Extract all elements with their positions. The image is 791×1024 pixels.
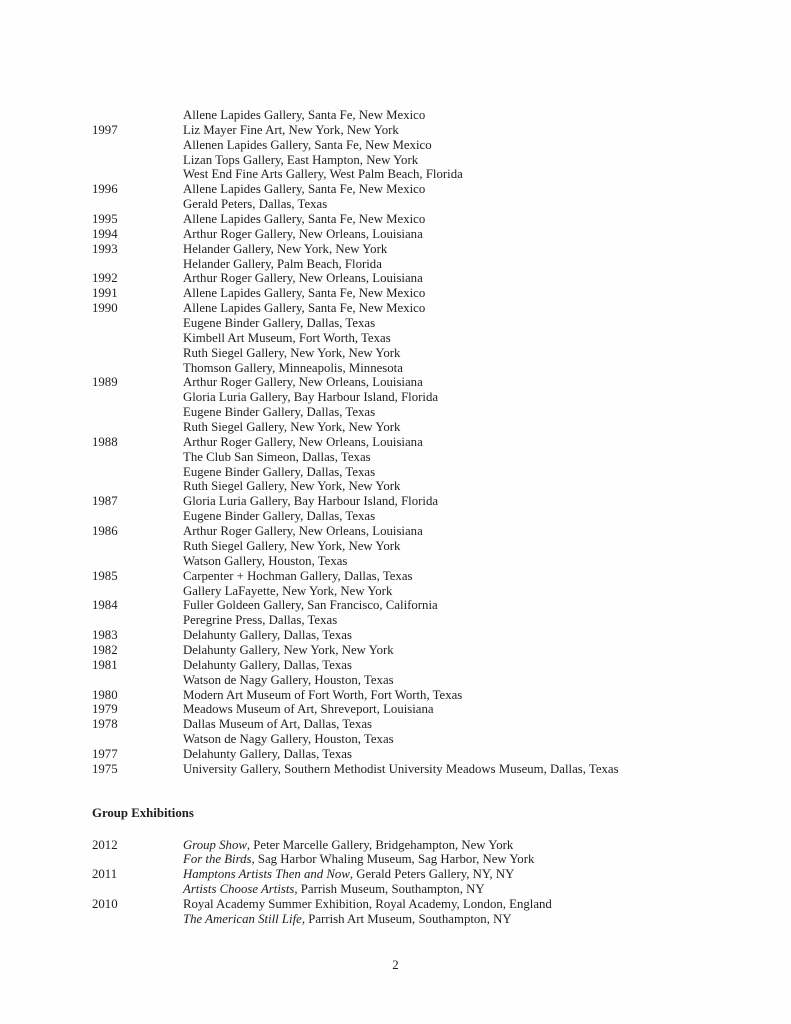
exhibition-venue: Sag Harbor Whaling Museum, Sag Harbor, New York: [254, 852, 535, 867]
group-exhibition-row: [92, 867, 751, 882]
exhibition-venue: Allene Lapides Gallery, Santa Fe, New Mexico: [183, 182, 426, 197]
exhibition-year: 1981: [92, 657, 118, 672]
exhibition-row: [92, 197, 751, 212]
group-exhibition-row: [92, 882, 751, 897]
exhibition-row: [92, 613, 751, 628]
exhibition-venue: Eugene Binder Gallery, Dallas, Texas: [183, 464, 376, 479]
exhibition-year: 2012: [92, 837, 118, 852]
exhibition-venue: Helander Gallery, Palm Beach, Florida: [183, 256, 382, 271]
exhibition-year: 1987: [92, 494, 118, 509]
exhibition-year: 1995: [92, 212, 118, 227]
exhibition-venue: Delahunty Gallery, Dallas, Texas: [183, 746, 352, 761]
exhibition-row: [92, 405, 751, 420]
exhibition-year: 1991: [92, 286, 118, 301]
exhibition-row: [92, 673, 751, 688]
exhibition-venue: Allenen Lapides Gallery, Santa Fe, New Mexico: [183, 137, 432, 152]
exhibition-row: [92, 450, 751, 465]
exhibition-venue: Arthur Roger Gallery, New Orleans, Louisiana: [183, 271, 423, 286]
exhibition-title: Artists Choose Artists,: [183, 882, 298, 897]
exhibition-venue: Eugene Binder Gallery, Dallas, Texas: [183, 509, 376, 524]
exhibition-row: [92, 584, 751, 599]
exhibition-year: 1989: [92, 375, 118, 390]
group-exhibitions-list: [92, 838, 751, 927]
exhibition-year: 1988: [92, 434, 118, 449]
exhibition-year: 1993: [92, 241, 118, 256]
exhibition-row: [92, 420, 751, 435]
exhibition-row: [92, 643, 751, 658]
exhibition-venue: Allene Lapides Gallery, Santa Fe, New Mexico: [183, 301, 426, 316]
exhibition-venue: Gallery LaFayette, New York, New York: [183, 583, 393, 598]
exhibition-row: [92, 361, 751, 376]
exhibition-row: [92, 465, 751, 480]
exhibition-venue: Gerald Peters, Dallas, Texas: [183, 197, 328, 212]
exhibition-year: 1992: [92, 271, 118, 286]
group-exhibition-row: [92, 912, 751, 927]
exhibition-row: [92, 688, 751, 703]
exhibition-venue: Lizan Tops Gallery, East Hampton, New York: [183, 152, 419, 167]
exhibition-row: [92, 762, 751, 777]
exhibition-venue: Helander Gallery, New York, New York: [183, 241, 388, 256]
exhibition-year: 1975: [92, 761, 118, 776]
exhibition-venue: Arthur Roger Gallery, New Orleans, Louisiana: [183, 434, 423, 449]
exhibition-row: [92, 167, 751, 182]
group-exhibition-row: [92, 852, 751, 867]
exhibition-row: [92, 747, 751, 762]
exhibition-year: 1982: [92, 642, 118, 657]
exhibition-venue: University Gallery, Southern Methodist University Meadows Museum, Dallas, Texas: [183, 761, 619, 776]
exhibition-venue: Kimbell Art Museum, Fort Worth, Texas: [183, 330, 391, 345]
exhibition-venue: Allene Lapides Gallery, Santa Fe, New Mexico: [183, 108, 426, 122]
group-exhibition-row: [92, 897, 751, 912]
exhibition-year: 1983: [92, 628, 118, 643]
exhibition-row: [92, 316, 751, 331]
exhibition-row: [92, 212, 751, 227]
exhibition-row: [92, 271, 751, 286]
exhibition-row: [92, 598, 751, 613]
exhibition-entry: [183, 897, 751, 912]
exhibition-entry: [183, 852, 751, 867]
exhibition-row: [92, 227, 751, 242]
exhibition-venue: Ruth Siegel Gallery, New York, New York: [183, 538, 401, 553]
exhibition-venue: Ruth Siegel Gallery, New York, New York: [183, 420, 401, 435]
exhibition-row: [92, 524, 751, 539]
group-exhibition-row: [92, 838, 751, 853]
exhibition-row: [92, 286, 751, 301]
exhibition-row: [92, 658, 751, 673]
exhibition-row: [92, 257, 751, 272]
exhibition-row: [92, 123, 751, 138]
exhibition-venue: Delahunty Gallery, Dallas, Texas: [183, 628, 352, 643]
exhibition-venue: , Gerald Peters Gallery, NY, NY: [349, 867, 515, 882]
exhibition-year: 1994: [92, 226, 118, 241]
exhibition-year: 1997: [92, 122, 118, 137]
exhibition-row: [92, 509, 751, 524]
exhibition-year: 1979: [92, 702, 118, 717]
exhibition-row: [92, 242, 751, 257]
exhibition-venue: Eugene Binder Gallery, Dallas, Texas: [183, 405, 376, 420]
exhibition-venue: Fuller Goldeen Gallery, San Francisco, California: [183, 598, 438, 613]
exhibition-venue: Peregrine Press, Dallas, Texas: [183, 613, 338, 628]
exhibition-venue: Allene Lapides Gallery, Santa Fe, New Mexico: [183, 286, 426, 301]
exhibition-venue: Carpenter + Hochman Gallery, Dallas, Texas: [183, 568, 413, 583]
exhibition-venue: Delahunty Gallery, Dallas, Texas: [183, 657, 352, 672]
exhibition-row: [92, 479, 751, 494]
exhibition-venue: Allene Lapides Gallery, Santa Fe, New Mexico: [183, 212, 426, 227]
exhibition-venue: Royal Academy Summer Exhibition, Royal Academy, London, England: [183, 896, 552, 911]
exhibition-venue: Parrish Museum, Southampton, NY: [297, 882, 485, 897]
exhibition-venue: Ruth Siegel Gallery, New York, New York: [183, 345, 401, 360]
exhibition-row: [92, 138, 751, 153]
exhibition-venue: West End Fine Arts Gallery, West Palm Beach, Florida: [183, 167, 463, 182]
exhibition-venue: Arthur Roger Gallery, New Orleans, Louisiana: [183, 524, 423, 539]
exhibition-entry: [183, 838, 751, 853]
exhibition-venue: Thomson Gallery, Minneapolis, Minnesota: [183, 360, 403, 375]
exhibition-entry: [183, 912, 751, 927]
exhibition-venue: Dallas Museum of Art, Dallas, Texas: [183, 717, 373, 732]
exhibition-row: [92, 732, 751, 747]
exhibition-row: [92, 494, 751, 509]
exhibition-venue: Watson Gallery, Houston, Texas: [183, 553, 348, 568]
exhibition-venue: Gloria Luria Gallery, Bay Harbour Island, Florida: [183, 390, 439, 405]
exhibition-row: [92, 569, 751, 584]
exhibition-year: 1985: [92, 568, 118, 583]
exhibition-year: 2011: [92, 867, 118, 882]
exhibition-year: 1980: [92, 687, 118, 702]
exhibition-venue: Gloria Luria Gallery, Bay Harbour Island, Florida: [183, 494, 439, 509]
exhibition-entry: [183, 867, 751, 882]
exhibition-venue: Ruth Siegel Gallery, New York, New York: [183, 479, 401, 494]
exhibition-row: [92, 182, 751, 197]
exhibition-row: [92, 717, 751, 732]
exhibition-year: 1977: [92, 746, 118, 761]
exhibition-row: [92, 554, 751, 569]
exhibition-venue: Watson de Nagy Gallery, Houston, Texas: [183, 732, 394, 747]
exhibition-year: 1978: [92, 717, 118, 732]
cv-content: [92, 108, 751, 927]
exhibition-year: 1996: [92, 182, 118, 197]
exhibition-row: [92, 375, 751, 390]
exhibition-venue: Modern Art Museum of Fort Worth, Fort Worth, Texas: [183, 687, 463, 702]
exhibition-venue: Arthur Roger Gallery, New Orleans, Louisiana: [183, 226, 423, 241]
exhibition-row: [92, 435, 751, 450]
exhibition-venue: The Club San Simeon, Dallas, Texas: [183, 449, 371, 464]
exhibition-title: Group Show: [183, 837, 247, 852]
exhibition-title: The American Still Life,: [183, 911, 306, 926]
exhibition-venue: Parrish Art Museum, Southampton, NY: [305, 911, 512, 926]
exhibition-row: [92, 331, 751, 346]
exhibition-row: [92, 153, 751, 168]
exhibition-row: [92, 702, 751, 717]
exhibition-venue: Arthur Roger Gallery, New Orleans, Louisiana: [183, 375, 423, 390]
exhibition-row: [92, 346, 751, 361]
exhibition-year: 1986: [92, 524, 118, 539]
exhibition-venue: Delahunty Gallery, New York, New York: [183, 642, 394, 657]
solo-exhibitions-list: [92, 108, 751, 777]
exhibition-row: [92, 301, 751, 316]
exhibition-year: 1984: [92, 598, 118, 613]
page-number: 2: [392, 958, 399, 972]
exhibition-row: [92, 390, 751, 405]
exhibition-row: [92, 539, 751, 554]
group-exhibitions-heading: Group Exhibitions: [92, 805, 194, 820]
exhibition-venue: Eugene Binder Gallery, Dallas, Texas: [183, 316, 376, 331]
exhibition-venue: Watson de Nagy Gallery, Houston, Texas: [183, 672, 394, 687]
exhibition-title: For the Birds,: [183, 852, 255, 867]
exhibition-venue: Liz Mayer Fine Art, New York, New York: [183, 122, 399, 137]
exhibition-year: 1990: [92, 301, 118, 316]
exhibition-row: [92, 108, 751, 123]
exhibition-entry: [183, 882, 751, 897]
exhibition-venue: , Peter Marcelle Gallery, Bridgehampton, New York: [246, 837, 514, 852]
exhibition-venue: Meadows Museum of Art, Shreveport, Louisiana: [183, 702, 434, 717]
exhibition-row: [92, 628, 751, 643]
exhibition-title: Hamptons Artists Then and Now: [183, 867, 350, 882]
exhibition-year: 2010: [92, 896, 118, 911]
